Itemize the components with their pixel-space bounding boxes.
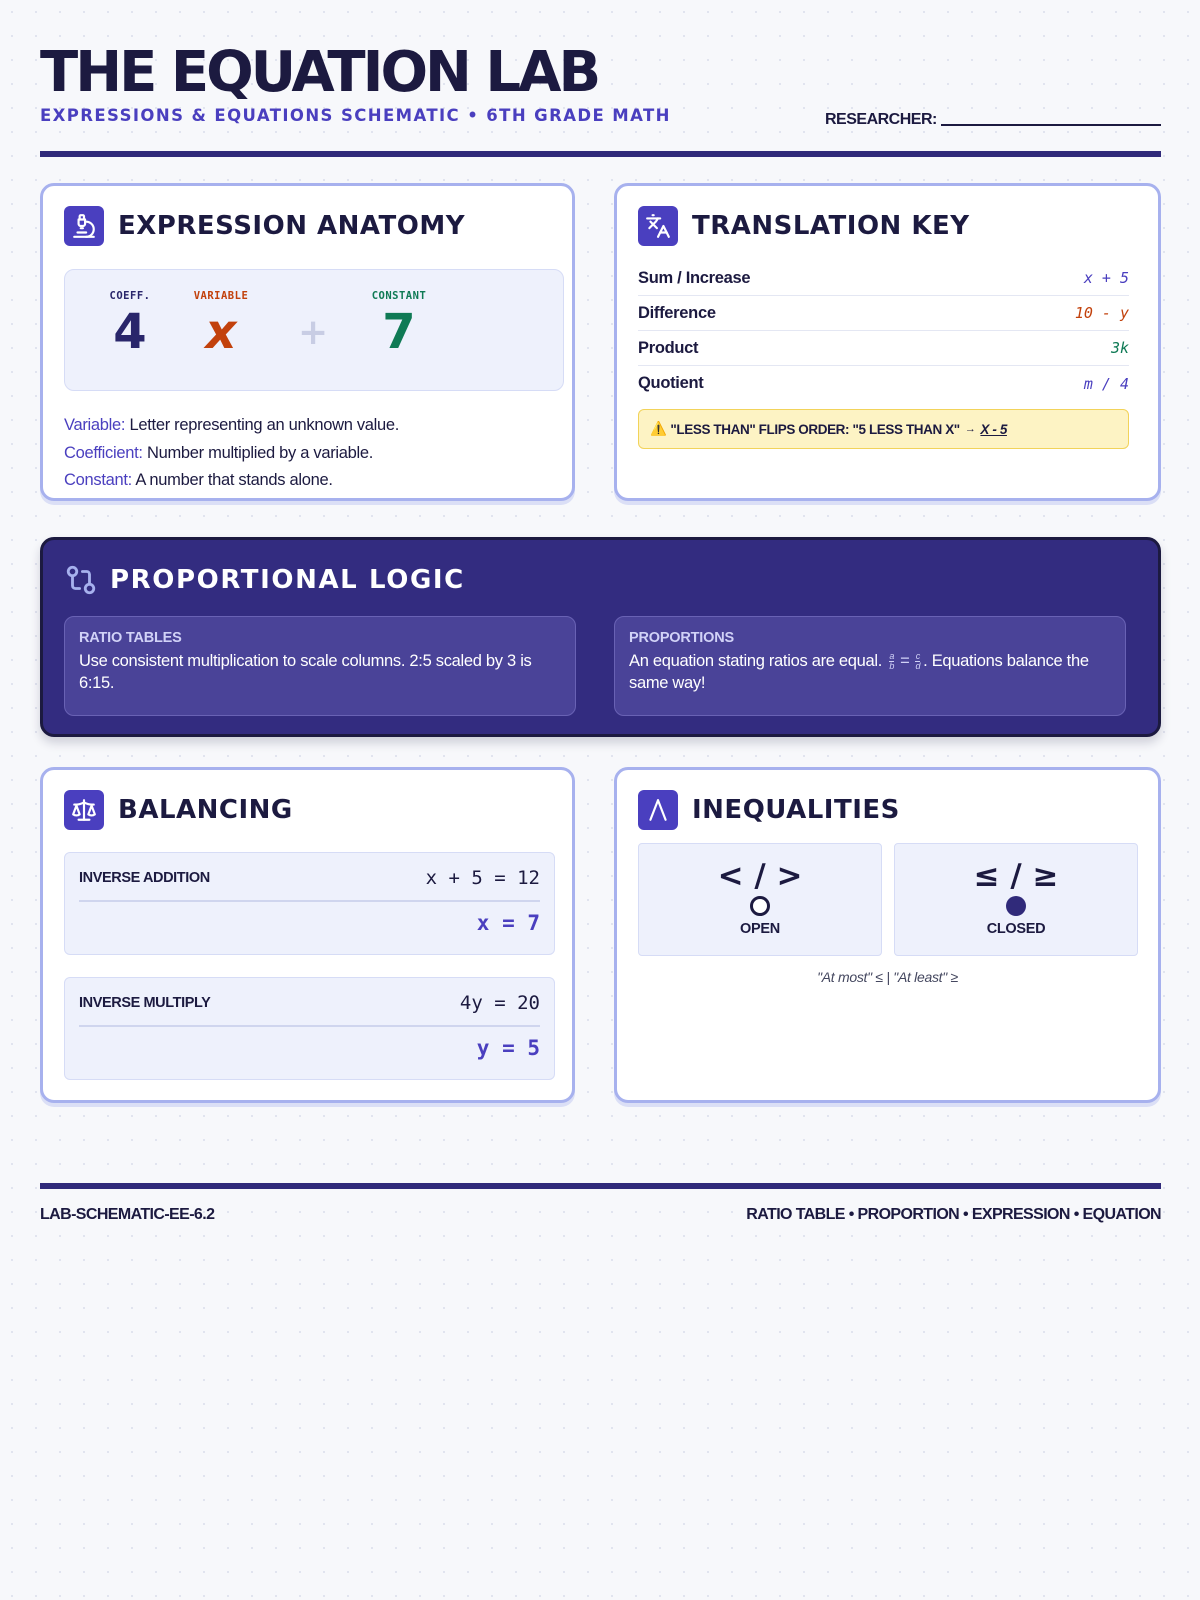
git-compare-icon <box>64 563 98 597</box>
inequality-label: CLOSED <box>986 921 1046 937</box>
expression-anatomy-card <box>40 183 575 501</box>
definition-item <box>64 467 399 495</box>
constant-term <box>361 290 437 362</box>
card-header <box>64 790 293 830</box>
inverse-multiply-box <box>64 977 555 1080</box>
scale-icon <box>64 790 104 830</box>
closed-inequality-box <box>894 843 1138 956</box>
panel-title: PROPORTIONAL LOGIC <box>110 565 465 595</box>
footer-tags: RATIO TABLE • PROPORTION • EXPRESSION • EQUATION <box>746 1206 1161 1223</box>
fraction-a-over-b <box>889 652 894 671</box>
box-title: RATIO TABLES <box>79 630 182 646</box>
phrase-label: Difference <box>638 303 716 322</box>
balancing-card <box>40 767 575 1103</box>
term-value: 4 <box>113 304 147 360</box>
phrase-expression: 3k <box>1110 339 1129 357</box>
denominator: d <box>915 661 921 672</box>
text-after: . Equations balance the same way! <box>629 652 1089 692</box>
expression-diagram <box>64 269 564 391</box>
translation-table <box>638 261 1129 401</box>
open-circle-icon <box>750 896 770 916</box>
inequality-symbols: ≤ / ≥ <box>973 858 1059 894</box>
phrase-label: Sum / Increase <box>638 268 751 287</box>
term-value: x <box>205 304 237 360</box>
table-row <box>638 296 1129 331</box>
equals-sign: = <box>900 652 910 670</box>
card-title: INEQUALITIES <box>692 795 900 825</box>
phrase-expression: 10 - y <box>1074 304 1129 322</box>
inequality-label: OPEN <box>740 921 780 937</box>
open-inequality-box <box>638 843 882 956</box>
definition-item <box>64 440 399 468</box>
ratio-tables-box <box>64 616 576 716</box>
inequalities-card <box>614 767 1161 1103</box>
phrase-expression: x + 5 <box>1083 269 1129 287</box>
page-title: THE EQUATION LAB <box>40 40 599 105</box>
table-row <box>638 366 1129 401</box>
numerator: a <box>889 651 895 662</box>
box-text: Use consistent multiplication to scale columns. 2:5 scaled by 3 is 6:15. <box>79 652 532 692</box>
warning-callout <box>638 409 1129 449</box>
researcher-label: RESEARCHER: <box>825 111 937 128</box>
box-title: PROPORTIONS <box>629 630 734 646</box>
term-value: 7 <box>382 304 416 360</box>
footer-divider <box>40 1183 1161 1189</box>
panel-header <box>64 563 465 597</box>
text-before: An equation stating ratios are equal. <box>629 652 883 670</box>
closed-circle-icon <box>1006 896 1026 916</box>
researcher-field[interactable] <box>825 109 1161 129</box>
definition-text: A number that stands alone. <box>135 471 333 489</box>
divider <box>79 1025 540 1027</box>
step-result: x = 7 <box>476 911 540 935</box>
definitions-list <box>64 412 399 495</box>
definition-text: Letter representing an unknown value. <box>129 416 400 434</box>
definition-text: Number multiplied by a variable. <box>146 443 374 462</box>
phrase-expression: m / 4 <box>1083 374 1129 393</box>
footer-code: LAB-SCHEMATIC-EE-6.2 <box>40 1206 215 1223</box>
fraction-c-over-d <box>915 652 920 671</box>
translation-key-card <box>614 183 1161 501</box>
step-equation: x + 5 = 12 <box>425 867 540 889</box>
warning-text: "LESS THAN" FLIPS ORDER: "5 LESS THAN X" <box>670 421 960 437</box>
card-header <box>638 790 900 830</box>
translate-icon <box>638 206 678 246</box>
card-title: EXPRESSION ANATOMY <box>118 211 466 241</box>
definition-term: Variable: <box>64 416 126 434</box>
microscope-icon <box>64 206 104 246</box>
worksheet-page <box>40 0 1161 1600</box>
variable-term <box>183 290 259 362</box>
inequality-note: "At most" ≤ | "At least" ≥ <box>817 969 958 985</box>
step-result: y = 5 <box>476 1036 540 1060</box>
researcher-blank-line[interactable] <box>941 124 1161 126</box>
table-row <box>638 331 1129 366</box>
term-label: CONSTANT <box>371 290 427 302</box>
step-equation: 4y = 20 <box>459 992 540 1014</box>
proportions-box <box>614 616 1126 716</box>
step-label: INVERSE MULTIPLY <box>79 995 211 1011</box>
card-header <box>638 206 970 246</box>
box-text <box>629 651 1111 694</box>
inverse-addition-box <box>64 852 555 955</box>
definition-term: Coefficient: <box>64 443 143 462</box>
proportional-logic-panel <box>40 537 1161 737</box>
phrase-label: Product <box>638 338 699 357</box>
card-title: BALANCING <box>118 795 293 825</box>
header-divider <box>40 151 1161 157</box>
term-label: COEFF. <box>109 290 151 302</box>
a-triangle-icon <box>638 790 678 830</box>
coefficient-term <box>97 290 163 362</box>
inequality-symbols: < / > <box>717 858 803 894</box>
warning-icon: ⚠️ <box>650 421 667 436</box>
denominator: b <box>889 661 895 672</box>
definition-item <box>64 412 399 440</box>
card-header <box>64 206 465 246</box>
warning-answer: X - 5 <box>980 421 1007 437</box>
definition-term: Constant: <box>64 471 132 489</box>
plus-sign: + <box>298 312 329 353</box>
term-label: VARIABLE <box>193 290 249 302</box>
numerator: c <box>915 651 920 662</box>
step-label: INVERSE ADDITION <box>79 870 210 886</box>
arrow-icon: → <box>964 423 976 435</box>
card-title: TRANSLATION KEY <box>692 211 970 241</box>
table-row <box>638 261 1129 296</box>
divider <box>79 900 540 902</box>
phrase-label: Quotient <box>638 374 704 392</box>
page-subtitle: EXPRESSIONS & EQUATIONS SCHEMATIC • 6TH GRADE MATH <box>40 106 671 125</box>
